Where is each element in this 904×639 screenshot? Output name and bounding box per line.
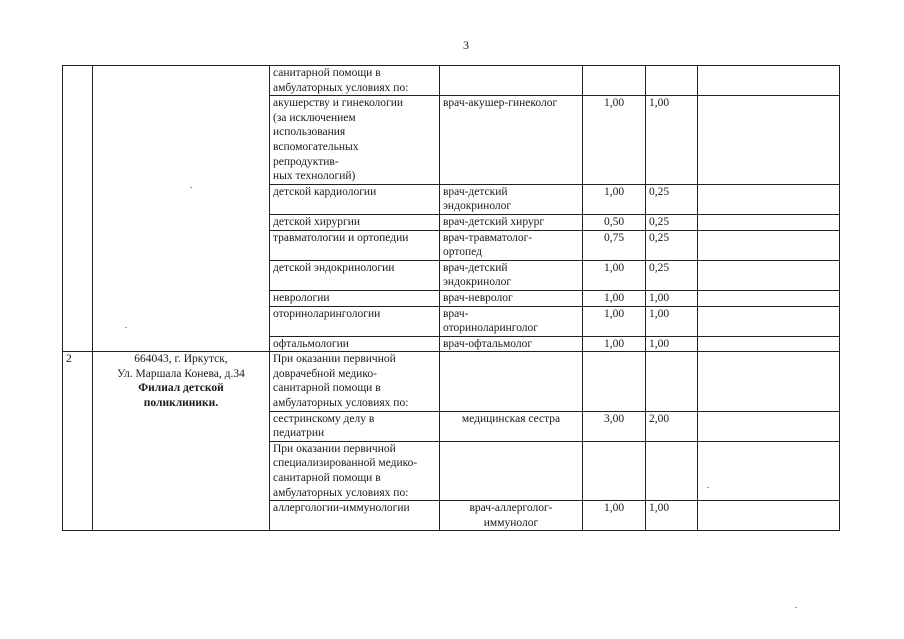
empty-cell [698,352,840,411]
specialty-cell: санитарной помощи в амбулаторных условиях по: [270,66,440,96]
empty-cell [698,96,840,185]
specialty-cell: аллергологии-иммунологии [270,501,440,531]
position-cell [440,66,583,96]
row-number-cell: 2 [63,352,93,531]
position-cell: медицинская сестра [440,411,583,441]
rate-cell [583,66,646,96]
specialty-cell: При оказании первичной доврачебной медико- санитарной помощи в амбулаторных условиях по: [270,352,440,411]
rate-cell [583,352,646,411]
rate-cell: 2,00 [646,411,698,441]
specialty-cell: неврологии [270,290,440,306]
empty-cell [698,306,840,336]
rate-cell: 0,25 [646,230,698,260]
position-cell: врач-травматолог- ортопед [440,230,583,260]
table-row [63,352,840,411]
specialty-cell: детской хирургии [270,214,440,230]
position-cell: врач-невролог [440,290,583,306]
specialty-cell: детской эндокринологии [270,260,440,290]
rate-cell: 0,75 [583,230,646,260]
empty-cell [698,441,840,500]
position-cell: врач-детский эндокринолог [440,260,583,290]
empty-cell [698,214,840,230]
position-cell: врач-детский эндокринолог [440,184,583,214]
address-street: Ул. Маршала Конева, д.34 [117,367,245,380]
rate-cell: 0,25 [646,184,698,214]
position-cell: врач-акушер-гинеколог [440,96,583,185]
rate-cell: 0,50 [583,214,646,230]
scan-speck [190,187,192,188]
rate-cell: 1,00 [646,290,698,306]
rate-cell: 3,00 [583,411,646,441]
rate-cell: 1,00 [583,501,646,531]
rate-cell [646,352,698,411]
scan-speck [707,487,709,488]
specialty-cell: травматологии и ортопедии [270,230,440,260]
position-cell: врач-аллерголог- иммунолог [440,501,583,531]
empty-cell [698,66,840,96]
rate-cell: 1,00 [646,96,698,185]
table-row [63,66,840,96]
position-cell: врач-детский хирург [440,214,583,230]
position-cell: врач-офтальмолог [440,336,583,352]
empty-cell [698,501,840,531]
specialty-cell: сестринскому делу в педиатрии [270,411,440,441]
scan-speck [125,327,127,328]
rate-cell: 1,00 [583,260,646,290]
address-postal: 664043, г. Иркутск, [134,353,228,366]
rate-cell: 1,00 [583,336,646,352]
rate-cell: 1,00 [646,501,698,531]
scan-speck [795,607,797,608]
rate-cell: 1,00 [583,306,646,336]
rate-cell [583,441,646,500]
rate-cell: 0,25 [646,260,698,290]
empty-cell [698,260,840,290]
specialty-cell: При оказании первичной специализированной медико- санитарной помощи в амбулаторных условиях по: [270,441,440,500]
position-cell: врач- оториноларинголог [440,306,583,336]
empty-cell [698,411,840,441]
specialty-cell: офтальмологии [270,336,440,352]
rate-cell: 1,00 [583,96,646,185]
specialty-cell: акушерству и гинекологии (за исключением использования вспомогательных репродуктив- ных технологий) [270,96,440,185]
position-cell [440,441,583,500]
rate-cell: 1,00 [583,290,646,306]
empty-cell [698,230,840,260]
specialty-cell: оториноларингологии [270,306,440,336]
rate-cell: 1,00 [583,184,646,214]
rate-cell: 0,25 [646,214,698,230]
address-branch-name: Филиал детской поликлиники. [138,382,224,410]
rate-cell: 1,00 [646,306,698,336]
rate-cell [646,66,698,96]
empty-cell [698,336,840,352]
empty-cell [698,184,840,214]
row-number-cell [63,66,93,352]
rate-cell: 1,00 [646,336,698,352]
empty-cell [698,290,840,306]
licensing-table [62,65,840,531]
address-cell [93,352,270,531]
page-number: 3 [463,38,469,52]
specialty-cell: детской кардиологии [270,184,440,214]
address-cell [93,66,270,352]
rate-cell [646,441,698,500]
position-cell [440,352,583,411]
